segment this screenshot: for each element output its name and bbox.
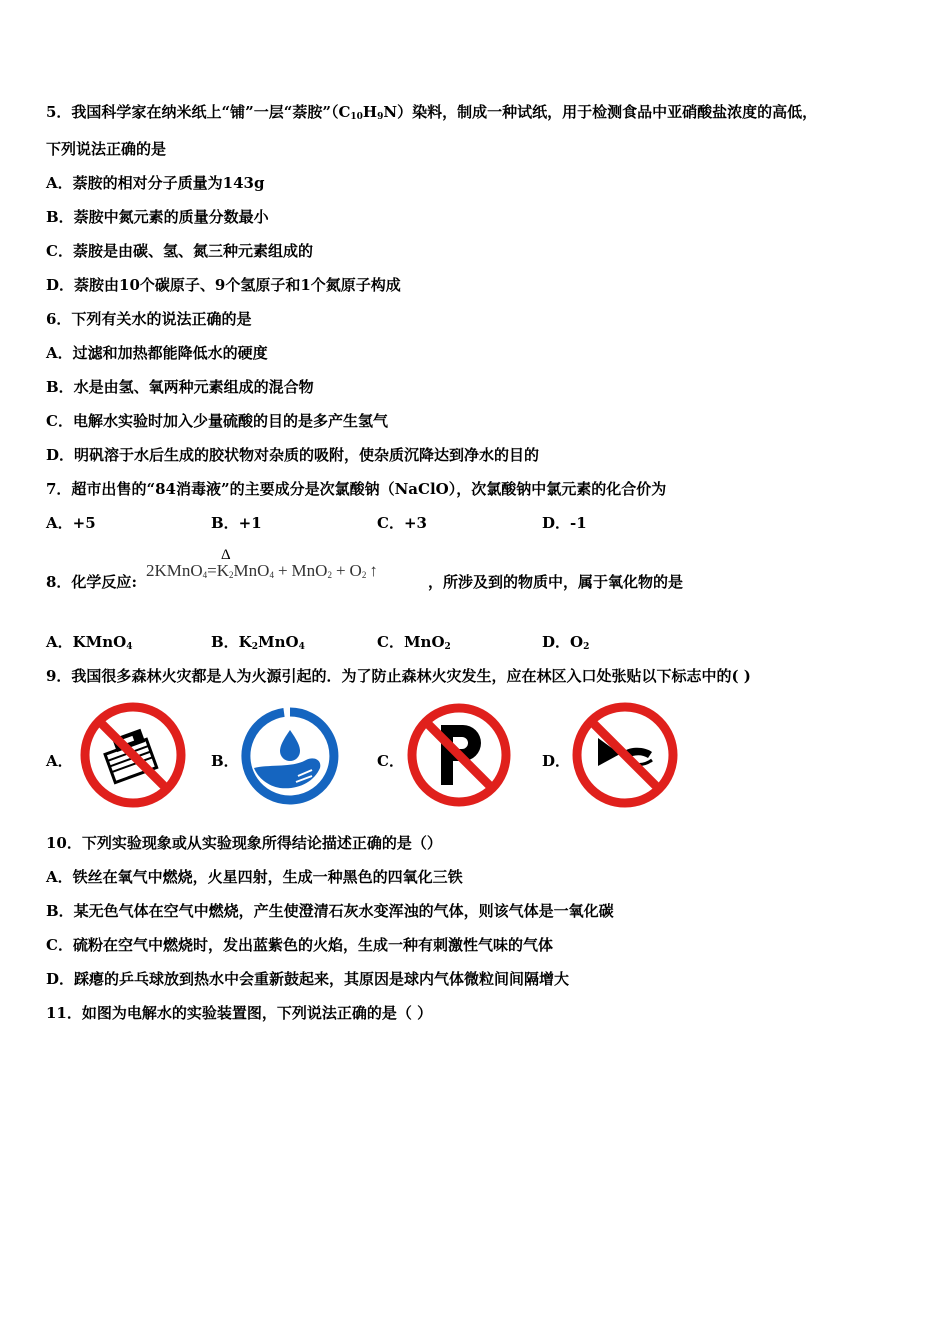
- eq-sub: 4: [269, 570, 274, 580]
- q11-stem: 11．如图为电解水的实验装置图，下列说法正确的是（ ）: [46, 1004, 433, 1022]
- eq-reactant: 2KMnO: [146, 561, 203, 580]
- q6-stem: 6．下列有关水的说法正确的是: [46, 310, 252, 328]
- water-saving-sign-icon: [240, 706, 340, 806]
- q9-label-d: D．: [542, 752, 571, 770]
- q8-option-b: [211, 632, 305, 652]
- q7-option-c: C．+3: [377, 514, 427, 532]
- opt-sub: 2: [251, 642, 258, 652]
- q10-stem: 10．下列实验现象或从实验现象所得结论描述正确的是（）: [46, 834, 442, 852]
- q7-stem: 7．超市出售的“84消毒液”的主要成分是次氯酸钠（NaClO），次氯酸钠中氯元素的化合价为: [46, 480, 667, 498]
- opt-text: B．K: [211, 633, 252, 651]
- no-parking-sign-icon: [405, 701, 513, 809]
- opt-sub: 4: [126, 642, 133, 652]
- no-matches-sign-icon: [78, 700, 188, 810]
- opt-text: C．MnO: [377, 633, 445, 651]
- q9-label-a: A．: [46, 752, 73, 770]
- q8-stem-suffix: ，所涉及到的物质中，属于氧化物的是: [428, 573, 684, 591]
- q8-equation: [146, 561, 378, 581]
- eq-equals: =: [207, 561, 217, 580]
- no-honking-sign-icon: [570, 700, 680, 810]
- eq-gas-arrow: ↑: [369, 561, 378, 580]
- eq-sub: 4: [202, 570, 208, 580]
- q7-option-b: B．+1: [211, 514, 262, 532]
- q6-option-a: A．过滤和加热都能降低水的硬度: [46, 344, 268, 362]
- q6-option-c: C．电解水实验时加入少量硫酸的目的是多产生氢气: [46, 412, 388, 430]
- eq-sub: 2: [327, 570, 332, 580]
- eq-sub: 2: [229, 570, 234, 580]
- q5-stem-text-b: N）染料，制成一种试纸，用于检测食品中亚硝酸盐浓度的高低，: [383, 103, 818, 121]
- q5-option-d: D．萘胺由10个碳原子、9个氢原子和1个氮原子构成: [46, 276, 401, 294]
- eq-o: O: [349, 561, 362, 580]
- q5-stem-line2: 下列说法正确的是: [46, 140, 167, 158]
- q7-option-a: A．+5: [46, 514, 96, 532]
- q5-option-a: A．萘胺的相对分子质量为143g: [46, 174, 265, 192]
- q8-delta: Δ: [221, 547, 231, 563]
- q5-sub-c: 10: [350, 112, 363, 122]
- q8-stem-prefix: 8．化学反应:: [46, 573, 137, 591]
- q8-option-a: [46, 632, 133, 652]
- q10-option-c: C．硫粉在空气中燃烧时，发出蓝紫色的火焰，生成一种有刺激性气味的气体: [46, 936, 553, 954]
- q9-label-c: C．: [377, 752, 404, 770]
- q5-stem-h: H: [362, 103, 378, 121]
- opt-text: MnO: [257, 633, 299, 651]
- opt-text: D．O: [542, 633, 584, 651]
- eq-mno2: MnO: [291, 561, 328, 580]
- q10-option-b: B．某无色气体在空气中燃烧，产生使澄清石灰水变浑浊的气体，则该气体是一氧化碳: [46, 902, 614, 920]
- eq-sub: 2: [361, 570, 367, 580]
- eq-k: K: [216, 561, 230, 580]
- q5-option-c: C．萘胺是由碳、氢、氮三种元素组成的: [46, 242, 313, 260]
- q6-option-d: D．明矾溶于水后生成的胶状物对杂质的吸附，使杂质沉降达到净水的目的: [46, 446, 540, 464]
- q5-stem-text-a: 5．我国科学家在纳米纸上“铺”一层“萘胺”（C: [46, 103, 351, 121]
- opt-sub: 2: [583, 642, 590, 652]
- q7-option-d: D．-1: [542, 514, 587, 532]
- opt-text: A．KMnO: [46, 633, 127, 651]
- q8-option-d: [542, 632, 589, 652]
- q9-stem: 9．我国很多森林火灾都是人为火源引起的．为了防止森林火灾发生，应在林区入口处张贴以下标志中的( ): [46, 667, 751, 685]
- q9-label-b: B．: [211, 752, 239, 770]
- eq-plus: +: [277, 561, 288, 580]
- eq-plus: +: [335, 561, 346, 580]
- q10-option-a: A．铁丝在氧气中燃烧，火星四射，生成一种黑色的四氧化三铁: [46, 868, 463, 886]
- q5-stem-line1: [46, 102, 817, 122]
- opt-sub: 4: [298, 642, 305, 652]
- opt-sub: 2: [444, 642, 451, 652]
- q10-option-d: D．踩瘪的乒乓球放到热水中会重新鼓起来，其原因是球内气体微粒间间隔增大: [46, 970, 570, 988]
- q6-option-b: B．水是由氢、氧两种元素组成的混合物: [46, 378, 314, 396]
- eq-mno: MnO: [233, 561, 270, 580]
- q8-option-c: [377, 632, 451, 652]
- q5-option-b: B．萘胺中氮元素的质量分数最小: [46, 208, 269, 226]
- q5-sub-h: 9: [377, 112, 384, 122]
